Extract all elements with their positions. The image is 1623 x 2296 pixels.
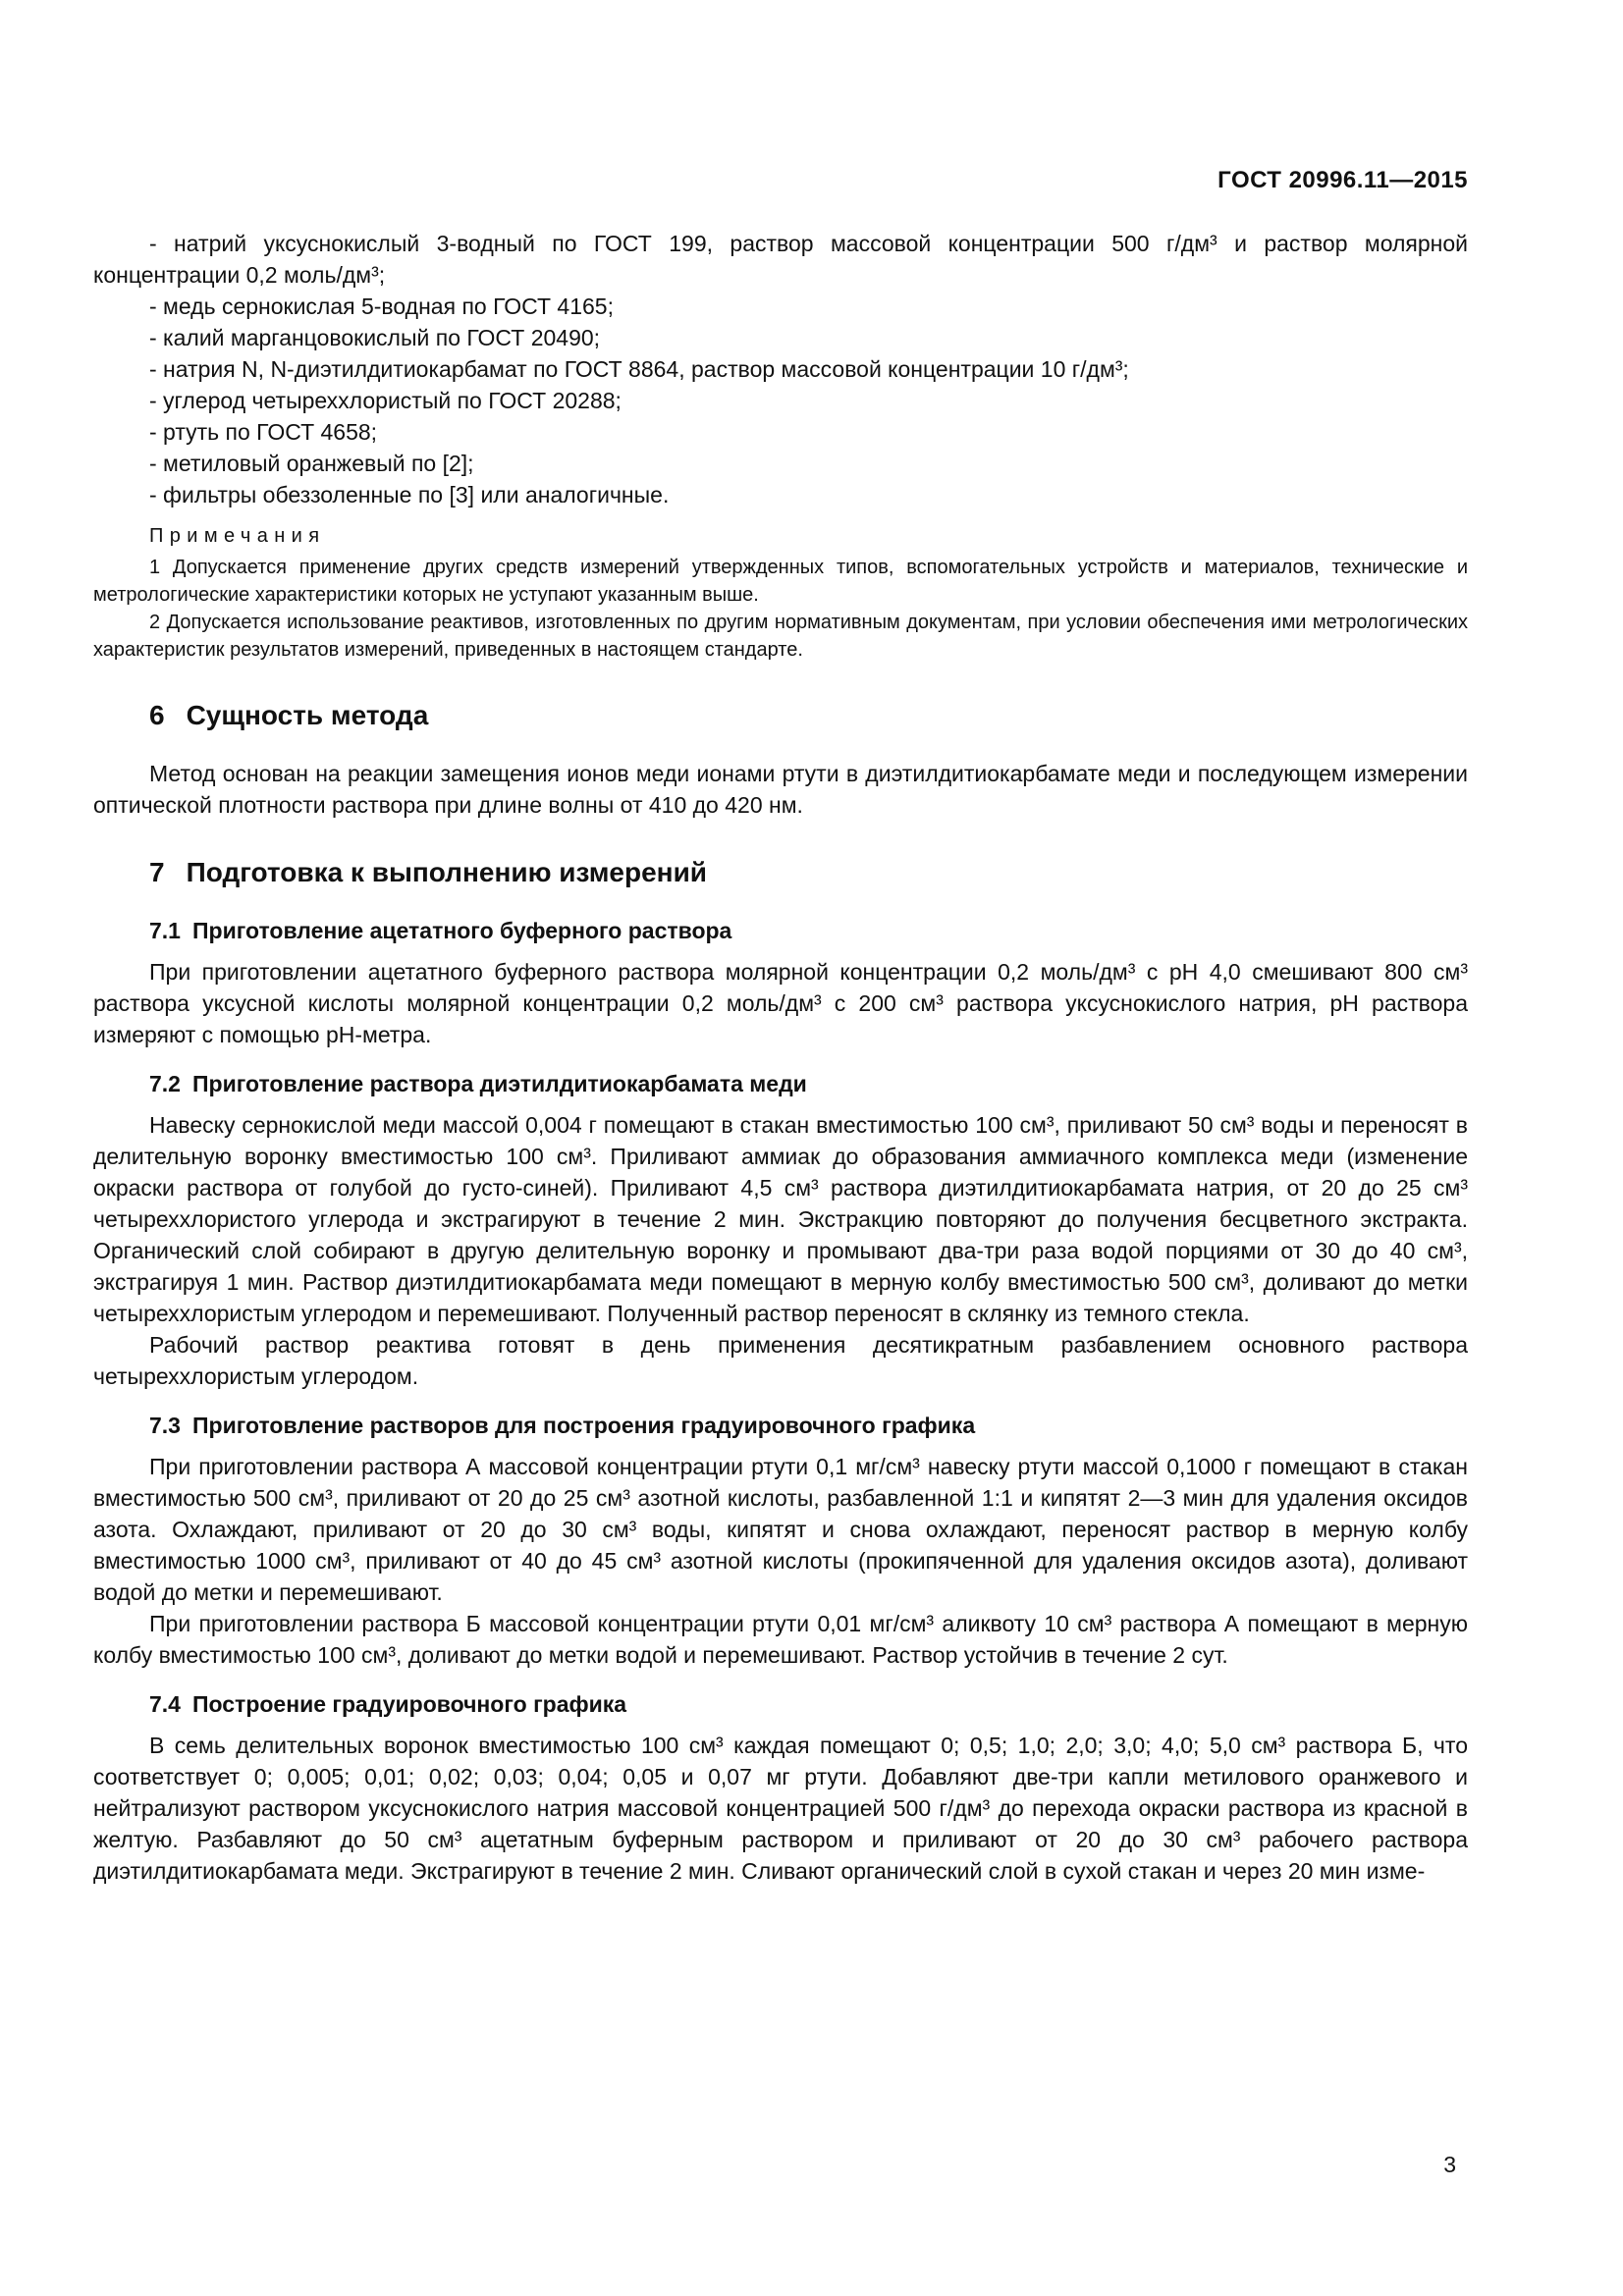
- paragraph-7-2-2: Рабочий раствор реактива готовят в день применения десятикратным разбавлением основного раствора четыреххлористым углеродом.: [93, 1332, 1468, 1389]
- reagent-list-item: - метиловый оранжевый по [2];: [149, 451, 474, 476]
- paragraph-7-2-1: Навеску сернокислой меди массой 0,004 г помещают в стакан вместимостью 100 см³, приливают 50 см³ воды и переносят в делительную воронку вместимостью 100 см³. Приливают аммиак до образования аммиачного комплекса меди (изменение окраски раствора от голубой до густо-синей). Приливают 4,5 см³ раствора диэтилдитиокарбамата натрия, от 20 до 25 см³ четыреххлористого углерода и экстрагируют в течение 2 мин. Экстракцию повторяют до получения бесцветного экстракта. Органический слой собирают в другую делительную воронку и промывают два-три раза водой порциями от 30 до 40 см³, экстрагируя 1 мин. Раствор диэтилдитиокарбамата меди помещают в мерную колбу вместимостью 500 см³, доливают до метки четыреххлористым углеродом и перемешивают. Полученный раствор переносят в склянку из темного стекла.: [93, 1112, 1468, 1326]
- subsection-7-1-number: 7.1: [149, 918, 181, 943]
- reagent-list-item: - натрий уксуснокислый 3-водный по ГОСТ 199, раствор массовой концентрации 500 г/дм³ и раствор молярной концентрации 0,2 моль/дм³;: [93, 231, 1468, 288]
- subsection-7-3-number: 7.3: [149, 1413, 181, 1438]
- subsection-7-1-title: Приготовление ацетатного буферного раствора: [191, 918, 732, 943]
- subsection-7-2-title: Приготовление раствора диэтилдитиокарбамата меди: [191, 1071, 807, 1096]
- subsection-7-1-heading: [93, 915, 1468, 946]
- paragraph-6-1: Метод основан на реакции замещения ионов меди ионами ртути в диэтилдитиокарбамате меди и последующем измерении оптической плотности раствора при длине волны от 410 до 420 нм.: [93, 761, 1468, 818]
- page-number: 3: [1443, 2152, 1456, 2177]
- subsection-7-4-title: Построение градуировочного графика: [191, 1691, 627, 1717]
- subsection-7-4-number: 7.4: [149, 1691, 181, 1717]
- section-6-heading: [93, 699, 1468, 732]
- section-7-title: Подготовка к выполнению измерений: [186, 857, 707, 887]
- reagent-list-item: - медь сернокислая 5-водная по ГОСТ 4165;: [149, 294, 614, 319]
- section-7-heading: [93, 856, 1468, 889]
- paragraph-7-3-2: При приготовлении раствора Б массовой концентрации ртути 0,01 мг/см³ аликвоту 10 см³ раствора А помещают в мерную колбу вместимостью 100 см³, доливают до метки водой и перемешивают. Раствор устойчив в течение 2 сут.: [93, 1611, 1468, 1668]
- notes-title: Примечания: [149, 525, 326, 547]
- subsection-7-2-heading: [93, 1068, 1468, 1099]
- paragraph-7-1-1: При приготовлении ацетатного буферного раствора молярной концентрации 0,2 моль/дм³ с рН 4,0 смешивают 800 см³ раствора уксусной кислоты молярной концентрации 0,2 моль/дм³ с 200 см³ раствора уксуснокислого натрия, рН раствора измеряют с помощью рН-метра.: [93, 959, 1468, 1047]
- note-item-2: 2 Допускается использование реактивов, изготовленных по другим нормативным документам, при условии обеспечения ими метрологических характеристик результатов измерений, приведенных в настоящем стандарте.: [93, 612, 1468, 661]
- reagent-list-item: - ртуть по ГОСТ 4658;: [149, 419, 378, 445]
- subsection-7-3-heading: [93, 1410, 1468, 1441]
- section-7-number: 7: [149, 857, 165, 887]
- reagent-list-item: - натрия N, N-диэтилдитиокарбамат по ГОСТ 8864, раствор массовой концентрации 10 г/дм³;: [149, 356, 1129, 382]
- subsection-7-4-heading: [93, 1688, 1468, 1720]
- subsection-7-2-number: 7.2: [149, 1071, 181, 1096]
- doc-code: ГОСТ 20996.11—2015: [1217, 167, 1468, 193]
- reagent-list-item: - углерод четыреххлористый по ГОСТ 20288;: [149, 388, 622, 413]
- paragraph-7-4-1: В семь делительных воронок вместимостью 100 см³ каждая помещают 0; 0,5; 1,0; 2,0; 3,0; 4,0; 5,0 см³ раствора Б, что соответствует 0; 0,005; 0,01; 0,02; 0,03; 0,04; 0,05 и 0,07 мг ртути. Добавляют две-три капли метилового оранжевого и нейтрализуют раствором уксуснокислого натрия массовой концентрацией 500 г/дм³ до перехода окраски раствора из красной в желтую. Разбавляют до 50 см³ ацетатным буферным раствором и приливают от 20 до 30 см³ рабочего раствора диэтилдитиокарбамата меди. Экстрагируют в течение 2 мин. Сливают органический слой в сухой стакан и через 20 мин изме-: [93, 1733, 1468, 1884]
- paragraph-7-3-1: При приготовлении раствора А массовой концентрации ртути 0,1 мг/см³ навеску ртути массой 0,1000 г помещают в стакан вместимостью 500 см³, приливают от 20 до 25 см³ азотной кислоты, разбавленной 1:1 и кипятят 2—3 мин для удаления оксидов азота. Охлаждают, приливают от 20 до 30 см³ воды, кипятят и снова охлаждают, переносят раствор в мерную колбу вместимостью 1000 см³, приливают от 40 до 45 см³ азотной кислоты (прокипяченной для удаления оксидов азота), доливают водой до метки и перемешивают.: [93, 1454, 1468, 1605]
- page-content: [93, 167, 1468, 1887]
- notes-block: [93, 522, 1468, 664]
- section-6-number: 6: [149, 700, 165, 730]
- section-6-title: Сущность метода: [186, 700, 429, 730]
- note-item-1: 1 Допускается применение других средств измерений утвержденных типов, вспомогательных устройств и материалов, технические и метрологические характеристики которых не уступают указанным выше.: [93, 557, 1468, 606]
- subsection-7-3-title: Приготовление растворов для построения градуировочного графика: [191, 1413, 976, 1438]
- reagent-list-item: - фильтры обеззоленные по [3] или аналогичные.: [149, 482, 670, 507]
- reagent-list-item: - калий марганцовокислый по ГОСТ 20490;: [149, 325, 601, 350]
